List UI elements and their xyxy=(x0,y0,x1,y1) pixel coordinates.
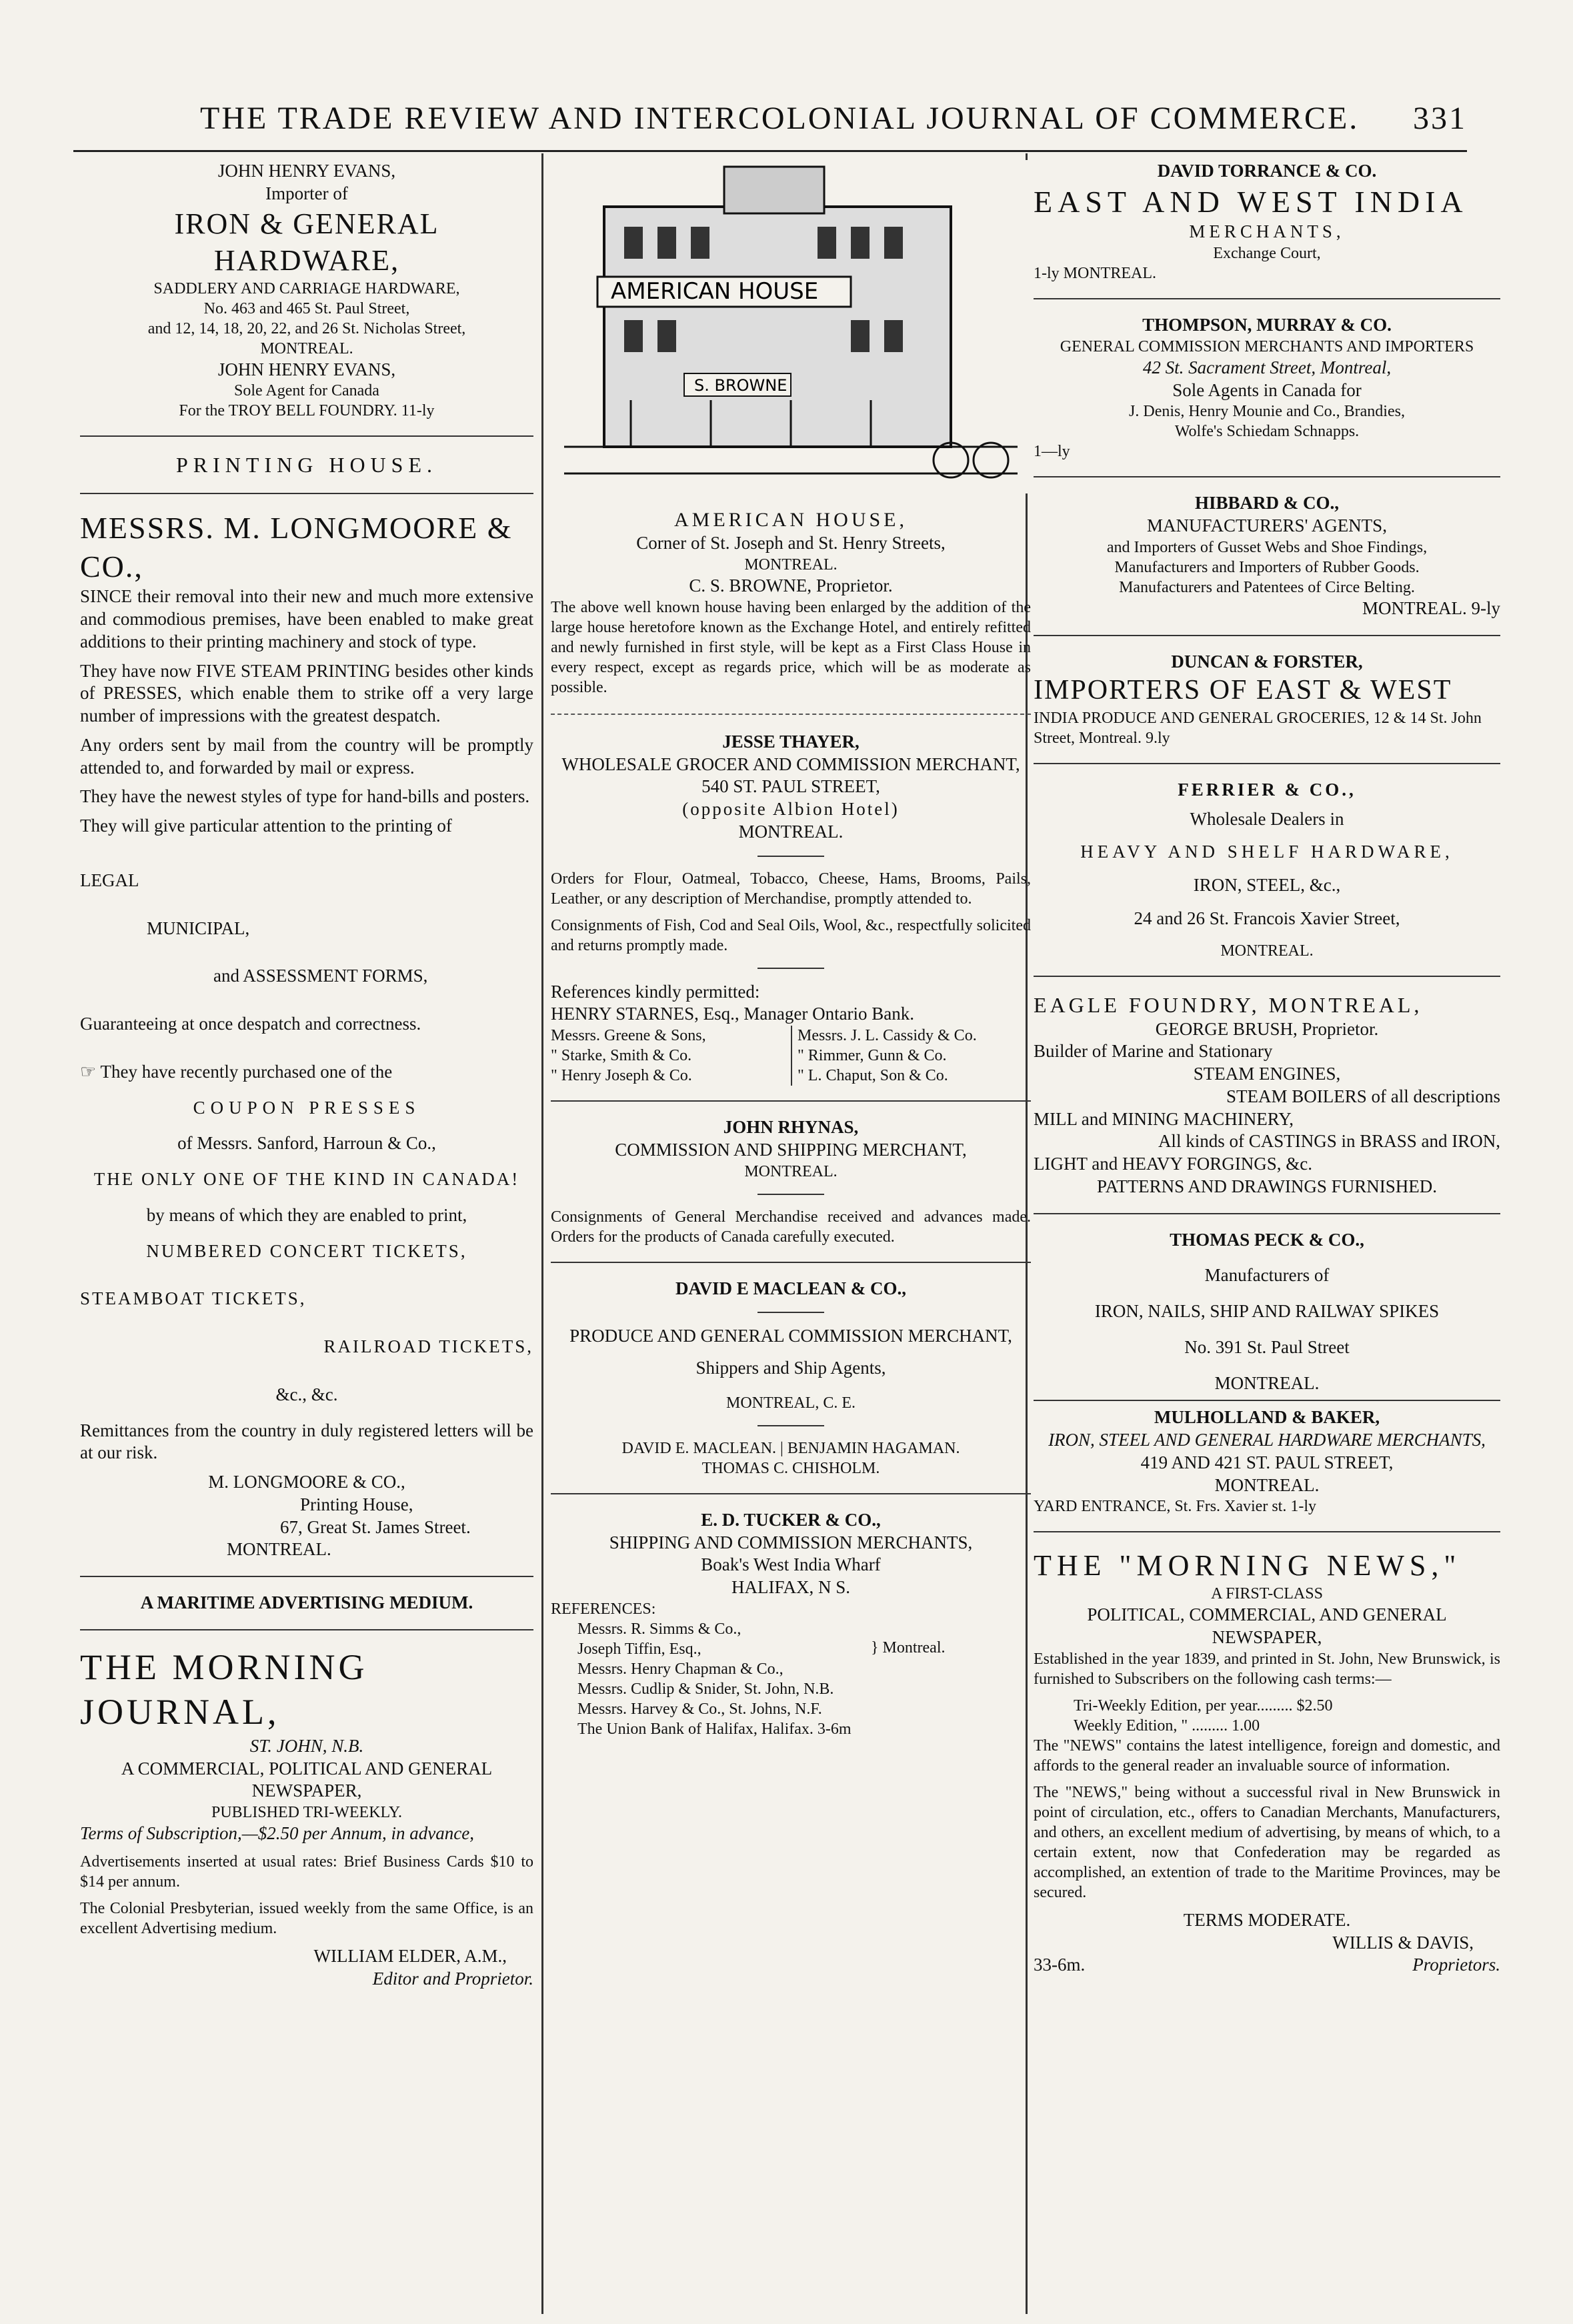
ad-line: Manufacturers of xyxy=(1204,1265,1330,1286)
brace-label: } Montreal. xyxy=(871,1638,946,1656)
reference: The Union Bank of Halifax, Halifax. 3-6m xyxy=(577,1720,852,1738)
ad-signature: Editor and Proprietor. xyxy=(372,1968,533,1989)
ad-line: MONTREAL. xyxy=(1220,942,1314,960)
ad-line: LIGHT and HEAVY FORGINGS, &c. xyxy=(1034,1154,1312,1174)
ad-signature: M. LONGMOORE & CO., xyxy=(208,1472,405,1492)
column-divider xyxy=(541,153,543,2314)
divider xyxy=(757,856,824,857)
ad-name: JESSE THAYER, xyxy=(722,731,860,752)
ad-signature: WILLIAM ELDER, A.M., xyxy=(313,1945,507,1966)
divider xyxy=(1034,976,1500,977)
ad-line: Wolfe's Schiedam Schnapps. xyxy=(1174,423,1360,441)
ad-line: by means of which they are enabled to print, xyxy=(146,1204,467,1225)
section-heading: A MARITIME ADVERTISING MEDIUM. xyxy=(140,1592,473,1612)
reference: Messrs. Cudlip & Snider, St. John, N.B. xyxy=(577,1680,834,1698)
ad-headline: COMMISSION AND SHIPPING MERCHANT, xyxy=(615,1139,967,1160)
ad-headline: GENERAL COMMISSION MERCHANTS AND IMPORTERS xyxy=(1060,337,1474,355)
ad-line: A FIRST-CLASS xyxy=(1211,1585,1323,1603)
ad-line: Boak's West India Wharf xyxy=(701,1554,881,1575)
ad-headline: AMERICAN HOUSE, xyxy=(673,508,908,531)
ad-headline: IRON, STEEL AND GENERAL HARDWARE MERCHANTS, xyxy=(1048,1430,1486,1450)
ad-line: All kinds of CASTINGS in BRASS and IRON, xyxy=(1158,1131,1500,1152)
ad-paragraph: SINCE their removal into their new and much more extensive and commodious premises, have been enabled to make great additions to their printing machinery and stock of type. xyxy=(80,586,533,652)
ad-paragraph: They have now FIVE STEAM PRINTING besides other kinds of PRESSES, which enable them to strike off a very large number of impressions with the greatest despatch. xyxy=(80,660,533,726)
ad-line: 1-ly MONTREAL. xyxy=(1034,265,1156,282)
reference: " Rimmer, Gunn & Co. xyxy=(798,1047,947,1064)
print-item: and ASSESSMENT FORMS, xyxy=(213,966,428,986)
tucker-references xyxy=(551,1619,1031,1739)
ad-line: MONTREAL. xyxy=(744,556,838,573)
ad-line: Weekly Edition, " ......... 1.00 xyxy=(1074,1716,1260,1734)
ad-paragraph: Advertisements inserted at usual rates: Brief Business Cards $10 to $14 per annum. xyxy=(80,1853,533,1891)
ad-headline: MANUFACTURERS' AGENTS, xyxy=(1147,515,1387,535)
divider xyxy=(757,1194,824,1195)
journal-title: THE TRADE REVIEW AND INTERCOLONIAL JOURNAL OF COMMERCE. xyxy=(200,101,1360,136)
divider xyxy=(1034,298,1500,299)
ad-headline: PRODUCE AND GENERAL COMMISSION MERCHANT, xyxy=(569,1326,1012,1346)
ad-headline: EAST AND WEST INDIA xyxy=(1034,184,1468,219)
ad-signature: Printing House, xyxy=(300,1494,413,1514)
ad-line: Sole Agent for Canada xyxy=(234,382,379,400)
divider xyxy=(1034,1213,1500,1214)
ad-line: MONTREAL. xyxy=(744,1162,838,1180)
ad-line: MERCHANTS, xyxy=(1189,221,1345,242)
ad-line: 540 ST. PAUL STREET, xyxy=(701,776,880,797)
ad-line: HALIFAX, N S. xyxy=(731,1577,850,1597)
print-item: COUPON PRESSES xyxy=(193,1097,421,1118)
ad-headline: SHIPPING AND COMMISSION MERCHANTS, xyxy=(609,1532,973,1552)
ad-line: PATTERNS AND DRAWINGS FURNISHED. xyxy=(1097,1176,1437,1196)
page-header xyxy=(200,100,1467,147)
ad-paragraph: They have the newest styles of type for hand-bills and posters. xyxy=(80,786,530,807)
ad-headline: THE MORNING JOURNAL, xyxy=(80,1646,368,1732)
ad-name: THOMAS PECK & CO., xyxy=(1170,1229,1364,1250)
divider xyxy=(757,1425,824,1426)
ad-line: Shippers and Ship Agents, xyxy=(695,1358,886,1378)
divider xyxy=(551,1100,1031,1102)
ad-line: Wholesale Dealers in xyxy=(1190,808,1344,829)
ad-line: &c., &c. xyxy=(275,1384,338,1404)
ad-paragraph: Orders for Flour, Oatmeal, Tobacco, Cheese, Hams, Brooms, Pails, Leather, or any description of Merchandise, promptly attended to. xyxy=(551,870,1031,908)
header-rule xyxy=(73,150,1467,152)
divider xyxy=(757,1312,824,1313)
ad-line: (opposite Albion Hotel) xyxy=(682,799,900,819)
ad-paragraph: Terms of Subscription,—$2.50 per Annum, in advance, xyxy=(80,1823,474,1843)
ad-line: 419 AND 421 ST. PAUL STREET, xyxy=(1140,1452,1394,1472)
divider xyxy=(80,1576,533,1577)
ad-line: Exchange Court, xyxy=(1213,245,1321,262)
print-item: LEGAL xyxy=(80,870,139,890)
ad-name: MULHOLLAND & BAKER, xyxy=(1154,1407,1380,1428)
ad-line: MONTREAL, C. E. xyxy=(726,1394,856,1412)
ad-paragraph: They will give particular attention to the printing of xyxy=(80,816,452,836)
ad-line: Importer of xyxy=(265,183,348,203)
print-item: STEAMBOAT TICKETS, xyxy=(80,1288,307,1309)
ad-headline: THE "MORNING NEWS," xyxy=(1034,1549,1462,1582)
divider xyxy=(1034,1400,1500,1401)
ad-line: STEAM ENGINES, xyxy=(1193,1064,1341,1084)
ad-line: MONTREAL. xyxy=(1214,1372,1320,1393)
ad-line: STEAM BOILERS of all descriptions xyxy=(1226,1086,1500,1106)
ad-line: A COMMERCIAL, POLITICAL AND GENERAL NEWSPAPER, xyxy=(121,1758,493,1801)
ad-line: J. Denis, Henry Mounie and Co., Brandies, xyxy=(1129,403,1405,421)
ad-line: MONTREAL. xyxy=(1214,1474,1320,1495)
ad-line: INDIA PRODUCE AND GENERAL GROCERIES, 12 & 14 St. John Street, Montreal. 9.ly xyxy=(1034,709,1482,747)
ad-line: PUBLISHED TRI-WEEKLY. xyxy=(211,1804,403,1821)
ad-paragraph: The Colonial Presbyterian, issued weekly from the same Office, is an excellent Advertising medium. xyxy=(80,1899,533,1937)
reference: " L. Chaput, Son & Co. xyxy=(798,1067,948,1084)
ad-headline: IRON & GENERAL HARDWARE, xyxy=(174,207,439,277)
divider xyxy=(1034,476,1500,477)
ad-name: JOHN HENRY EVANS, xyxy=(217,359,396,379)
ad-line: Tri-Weekly Edition, per year......... $2.50 xyxy=(1074,1696,1333,1714)
hotel-engraving xyxy=(551,160,1031,493)
reference: Messrs. J. L. Cassidy & Co. xyxy=(798,1027,977,1044)
divider xyxy=(757,968,824,969)
ad-name: E. D. TUCKER & CO., xyxy=(701,1509,881,1530)
ad-line: Sole Agents in Canada for xyxy=(1172,379,1362,400)
divider xyxy=(551,714,1031,715)
divider xyxy=(80,435,533,437)
ad-line: For the TROY BELL FOUNDRY. 11-ly xyxy=(179,402,435,420)
ad-headline: MESSRS. M. LONGMOORE & CO., xyxy=(80,511,513,584)
ad-name: HIBBARD & CO., xyxy=(1194,493,1339,513)
divider xyxy=(551,1493,1031,1494)
ad-name: FERRIER & CO., xyxy=(1178,779,1356,800)
ad-line: 33-6m. xyxy=(1034,1955,1086,1975)
ad-line: POLITICAL, COMMERCIAL, AND GENERAL NEWSPAPER, xyxy=(1087,1604,1447,1647)
ad-headline: EAGLE FOUNDRY, MONTREAL, xyxy=(1034,992,1423,1017)
ad-line: Builder of Marine and Stationary xyxy=(1034,1041,1273,1062)
ad-line: MONTREAL. 9-ly xyxy=(1362,598,1500,618)
ad-paragraph: Established in the year 1839, and printed in St. John, New Brunswick, is furnished to Subscribers on the following cash terms:— xyxy=(1034,1650,1500,1688)
reference: Messrs. Greene & Sons, xyxy=(551,1027,706,1044)
divider xyxy=(80,493,533,494)
ad-name: DUNCAN & FORSTER, xyxy=(1171,651,1363,672)
print-item: RAILROAD TICKETS, xyxy=(323,1336,533,1356)
references-left xyxy=(551,1026,784,1086)
ad-line: of Messrs. Sanford, Harroun & Co., xyxy=(177,1133,436,1154)
ad-line: Manufacturers and Importers of Rubber Goods. xyxy=(1114,558,1420,576)
ad-headline: HEAVY AND SHELF HARDWARE, xyxy=(1080,842,1454,862)
ad-line: ST. JOHN, N.B. xyxy=(249,1735,364,1756)
ad-paragraph: Consignments of General Merchandise received and advances made. Orders for the products of Canada carefully executed. xyxy=(551,1208,1031,1246)
ad-line: Guaranteeing at once despatch and correctness. xyxy=(80,1014,421,1034)
ad-signature: MONTREAL. xyxy=(227,1539,331,1560)
ad-line: 24 and 26 St. Francois Xavier Street, xyxy=(1134,908,1400,928)
ad-line: No. 391 St. Paul Street xyxy=(1184,1336,1350,1357)
ad-line: and Importers of Gusset Webs and Shoe Findings, xyxy=(1106,538,1428,556)
reference: Messrs. R. Simms & Co., xyxy=(577,1620,741,1638)
ad-name: DAVID E MACLEAN & CO., xyxy=(675,1278,907,1298)
ad-line: and 12, 14, 18, 20, 22, and 26 St. Nicholas Street, xyxy=(147,319,466,337)
ad-line: IRON, STEEL, &c., xyxy=(1193,875,1341,895)
ad-paragraph: Consignments of Fish, Cod and Seal Oils, Wool, &c., respectfully solicited and returns promptly made. xyxy=(551,916,1031,954)
ad-paragraph: Remittances from the country in duly registered letters will be at our risk. xyxy=(80,1420,533,1463)
ad-name: JOHN RHYNAS, xyxy=(723,1117,859,1137)
ad-line: No. 463 and 465 St. Paul Street, xyxy=(203,299,410,317)
ad-name: THOMPSON, MURRAY & CO. xyxy=(1142,315,1392,335)
reference: Messrs. Harvey & Co., St. Johns, N.F. xyxy=(577,1700,822,1718)
ad-line: HENRY STARNES, Esq., Manager Ontario Bank. xyxy=(551,1004,915,1024)
ad-signature: 67, Great St. James Street. xyxy=(280,1516,471,1537)
reference: " Henry Joseph & Co. xyxy=(551,1067,692,1084)
ad-line: YARD ENTRANCE, St. Frs. Xavier st. 1-ly xyxy=(1034,1498,1316,1516)
divider xyxy=(1034,635,1500,636)
ad-paragraph: Any orders sent by mail from the country will be promptly attended to, and forwarded by mail or express. xyxy=(80,734,533,778)
ad-headline: IMPORTERS OF EAST & WEST xyxy=(1034,675,1452,706)
ad-headline: WHOLESALE GROCER AND COMMISSION MERCHANT, xyxy=(561,754,1020,774)
ad-headline: IRON, NAILS, SHIP AND RAILWAY SPIKES xyxy=(1094,1301,1440,1321)
ad-name: JOHN HENRY EVANS, xyxy=(217,161,396,181)
ad-line: REFERENCES: xyxy=(551,1600,656,1618)
ad-line: Manufacturers and Patentees of Circe Belting. xyxy=(1119,578,1415,596)
footer-line xyxy=(1034,1954,1500,1977)
divider xyxy=(1034,763,1500,764)
references-right xyxy=(791,1026,1031,1086)
page-number: 331 xyxy=(1413,101,1467,136)
ad-line: MONTREAL. xyxy=(738,821,844,842)
print-item: THE ONLY ONE OF THE KIND IN CANADA! xyxy=(93,1169,520,1189)
column-left xyxy=(80,160,533,1990)
ad-paragraph: The above well known house having been enlarged by the addition of the large house heretofore known as the Exchange Hotel, and entirely refitted and newly furnished in first style, will be kept as a First Class House in every respect, except as regards price, which will be as moderate as possible. xyxy=(551,598,1031,696)
references-table xyxy=(551,1026,1031,1086)
divider xyxy=(551,1262,1031,1263)
divider xyxy=(1034,1531,1500,1532)
ad-signature: Proprietors. xyxy=(1412,1955,1500,1975)
column-middle xyxy=(551,160,1031,1739)
evans-ad xyxy=(80,160,533,421)
ad-line: SADDLERY AND CARRIAGE HARDWARE, xyxy=(153,279,460,297)
ad-line: ☞ They have recently purchased one of the xyxy=(80,1061,393,1082)
column-right xyxy=(1034,160,1500,1977)
ad-line: MONTREAL. xyxy=(260,339,353,357)
ad-signature: WILLIS & DAVIS, xyxy=(1332,1932,1474,1953)
reference: Messrs. Henry Chapman & Co., xyxy=(577,1660,783,1678)
ad-line: 1—ly xyxy=(1034,443,1070,461)
section-heading: PRINTING HOUSE. xyxy=(176,453,437,477)
ad-paragraph: The "NEWS," being without a successful rival in New Brunswick in point of circulation, etc., offers to Canadian Merchants, Manufacturers, and others, an excellent medium of advertising, by means of which, to a certain extent, now that Confederation may be regarded as accomplished, an extention of trade to the Maritime Provinces, may be secured. xyxy=(1034,1783,1500,1901)
divider xyxy=(80,1629,533,1630)
hotel-sign-proprietor: S. BROWNE xyxy=(694,376,788,395)
ad-line: DAVID E. MACLEAN. | BENJAMIN HAGAMAN. xyxy=(621,1439,960,1457)
print-item: MUNICIPAL, xyxy=(147,918,250,938)
ad-line: C. S. BROWNE, Proprietor. xyxy=(689,575,893,596)
ad-line: MILL and MINING MACHINERY, xyxy=(1034,1108,1294,1129)
ad-line: TERMS MODERATE. xyxy=(1183,1909,1351,1930)
ad-line: 42 St. Sacrament Street, Montreal, xyxy=(1142,357,1392,377)
print-item: NUMBERED CONCERT TICKETS, xyxy=(146,1240,467,1261)
reference: Joseph Tiffin, Esq., xyxy=(577,1640,701,1658)
ad-line: Corner of St. Joseph and St. Henry Streets, xyxy=(636,533,946,553)
ad-paragraph: The "NEWS" contains the latest intelligence, foreign and domestic, and affords to the general reader an invaluable source of information. xyxy=(1034,1736,1500,1775)
hotel-sign: AMERICAN HOUSE xyxy=(611,278,819,305)
ad-line: References kindly permitted: xyxy=(551,981,760,1002)
ad-line: GEORGE BRUSH, Proprietor. xyxy=(1155,1018,1379,1039)
ad-line: THOMAS C. CHISHOLM. xyxy=(701,1459,880,1477)
ad-name: DAVID TORRANCE & CO. xyxy=(1157,161,1377,181)
reference: " Starke, Smith & Co. xyxy=(551,1047,692,1064)
